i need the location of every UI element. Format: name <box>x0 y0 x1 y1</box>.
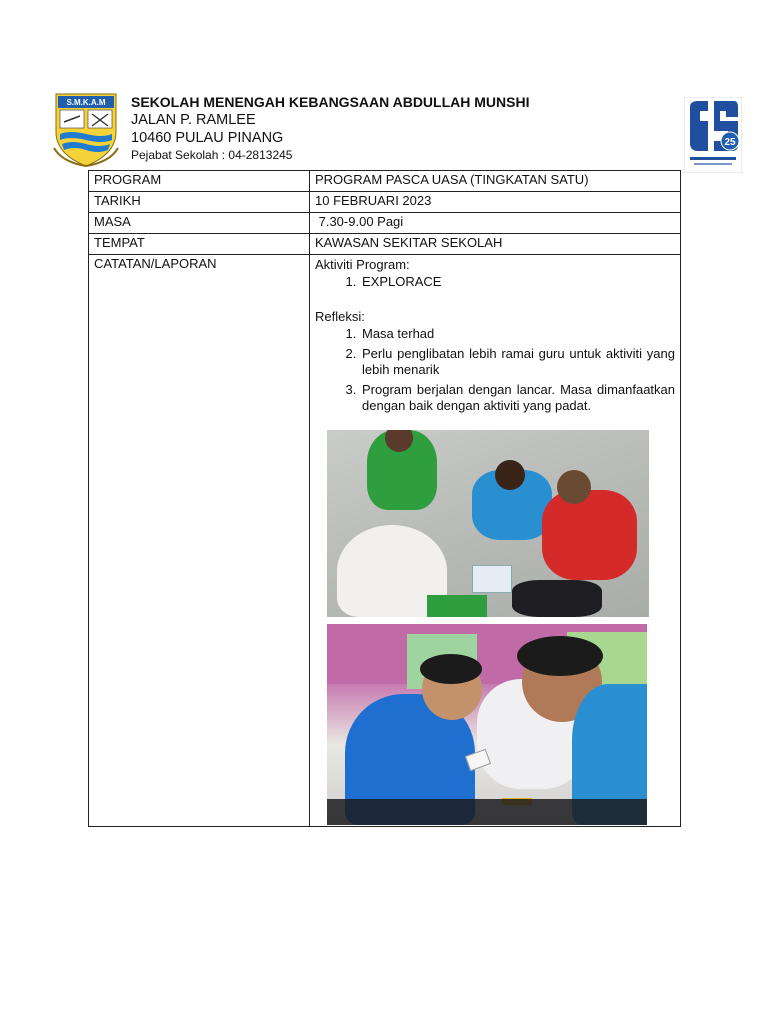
row-value-date: 10 FEBRUARI 2023 <box>310 192 681 213</box>
row-label-report: CATATAN/LAPORAN <box>89 255 310 827</box>
list-item: 1. Masa terhad <box>360 326 675 342</box>
table-row <box>89 255 681 827</box>
list-item: 2. Perlu penglibatan lebih ramai guru untuk aktiviti yang lebih menarik <box>360 346 675 378</box>
row-value-time: 7.30-9.00 Pagi <box>310 213 681 234</box>
table-row <box>89 234 681 255</box>
activity-photo-outdoor <box>327 430 649 617</box>
row-label-date: TARIKH <box>89 192 310 213</box>
list-item: 1. EXPLORACE <box>360 274 675 290</box>
reflection-list <box>315 326 675 414</box>
address-line-1: JALAN P. RAMLEE <box>131 112 256 128</box>
crest-text: S.M.K.A.M <box>66 98 106 107</box>
activity-photo-indoor <box>327 624 647 825</box>
activities-list <box>315 274 675 290</box>
report-table <box>88 170 681 827</box>
school-name: SEKOLAH MENENGAH KEBANGSAAN ABDULLAH MUNSHI <box>131 94 530 110</box>
table-row <box>89 171 681 192</box>
row-label-venue: TEMPAT <box>89 234 310 255</box>
report-content <box>310 255 681 827</box>
row-value-program: PROGRAM PASCA UASA (TINGKATAN SATU) <box>310 171 681 192</box>
list-item: 3. Program berjalan dengan lancar. Masa dimanfaatkan dengan baik dengan aktiviti yang padat. <box>360 382 675 414</box>
row-label-program: PROGRAM <box>89 171 310 192</box>
program-logo-number: 25 <box>724 137 736 148</box>
table-row <box>89 192 681 213</box>
program-logo <box>684 97 742 173</box>
reflection-title: Refleksi: <box>315 309 365 324</box>
address-line-2: 10460 PULAU PINANG <box>131 130 284 146</box>
table-row <box>89 213 681 234</box>
school-crest-logo <box>52 92 120 168</box>
row-value-venue: KAWASAN SEKITAR SEKOLAH <box>310 234 681 255</box>
row-label-time: MASA <box>89 213 310 234</box>
activities-title: Aktiviti Program: <box>315 257 410 272</box>
letterhead <box>131 93 529 163</box>
office-phone: Pejabat Sekolah : 04-2813245 <box>131 148 293 162</box>
